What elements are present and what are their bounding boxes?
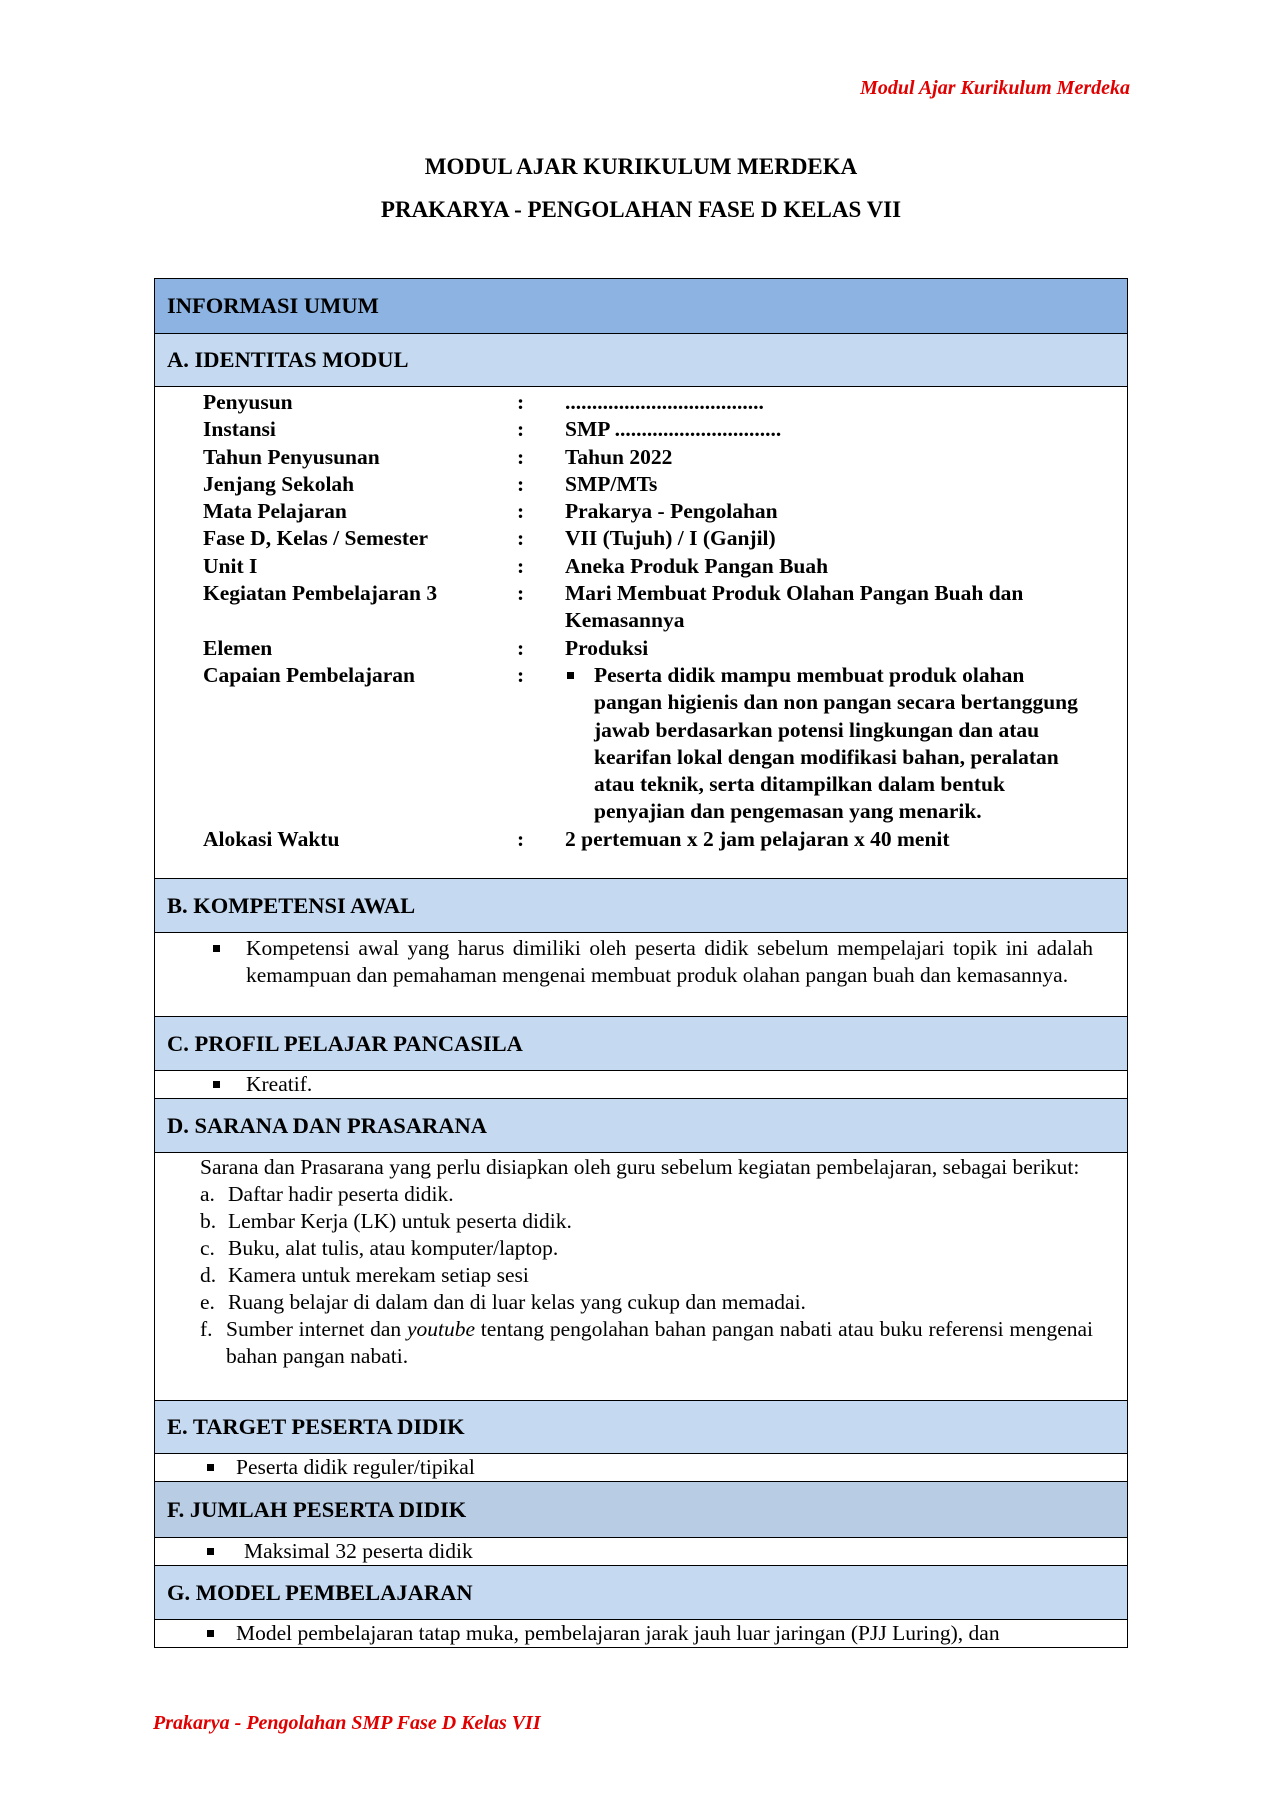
bullet-icon <box>567 672 574 679</box>
sarana-item-text: Ruang belajar di dalam dan di luar kelas yang cukup dan memadai. <box>228 1290 806 1314</box>
sarana-item-text: Daftar hadir peserta didik. <box>228 1182 454 1206</box>
info-table <box>154 278 1128 1648</box>
sarana-item <box>200 1235 1093 1262</box>
identity-label: Unit I <box>203 553 258 578</box>
jumlah-text: Maksimal 32 peserta didik <box>244 1539 473 1563</box>
info-header: INFORMASI UMUM <box>155 279 1127 334</box>
jumlah-content <box>155 1538 1127 1566</box>
sarana-item-text: Lembar Kerja (LK) untuk peserta didik. <box>228 1209 572 1233</box>
sarana-item-text: tentang pengolahan bahan pangan nabati atau buku referensi mengenai bahan pangan nabati. <box>226 1317 1094 1368</box>
section-b-heading: B. KOMPETENSI AWAL <box>155 879 1127 933</box>
identity-row <box>155 471 1127 498</box>
identity-label: Mata Pelajaran <box>203 499 347 524</box>
sarana-content <box>155 1153 1127 1401</box>
section-e-heading: E. TARGET PESERTA DIDIK <box>155 1401 1127 1454</box>
identity-label: Tahun Penyusunan <box>203 444 380 469</box>
document-title: MODUL AJAR KURIKULUM MERDEKA <box>424 154 858 179</box>
identity-row <box>155 826 1127 853</box>
identity-colon: : <box>517 581 525 606</box>
bullet-icon <box>207 1464 214 1471</box>
sarana-item <box>200 1262 1093 1289</box>
identity-row <box>155 553 1127 580</box>
identity-label: Alokasi Waktu <box>203 826 340 851</box>
sarana-intro: Sarana dan Prasarana yang perlu disiapkan oleh guru sebelum kegiatan pembelajaran, sebagai berikut: <box>200 1155 1080 1179</box>
identity-label: Penyusun <box>203 390 293 414</box>
model-text: Model pembelajaran tatap muka, pembelajaran jarak jauh luar jaringan (PJJ Luring), dan <box>236 1621 1000 1645</box>
identity-value: VII (Tujuh) / I (Ganjil) <box>565 526 776 551</box>
sarana-item <box>200 1316 1093 1370</box>
sarana-item <box>200 1289 1093 1316</box>
identity-value: Tahun 2022 <box>565 444 673 469</box>
bullet-icon <box>213 1081 220 1088</box>
sarana-item-text: Buku, alat tulis, atau komputer/laptop. <box>228 1236 559 1260</box>
identity-label: Instansi <box>203 417 276 442</box>
identity-value: Aneka Produk Pangan Buah <box>565 553 829 578</box>
sarana-item-text: Kamera untuk merekam setiap sesi <box>228 1263 529 1287</box>
identity-row <box>155 444 1127 471</box>
profil-text: Kreatif. <box>246 1072 313 1096</box>
bullet-icon <box>207 1630 214 1637</box>
section-g-heading: G. MODEL PEMBELAJARAN <box>155 1566 1127 1620</box>
identity-colon: : <box>517 662 525 687</box>
document-subtitle: PRAKARYA - PENGOLAHAN FASE D KELAS VII <box>380 197 902 222</box>
identity-value: ..................................... <box>565 390 764 414</box>
identity-block <box>155 387 1127 879</box>
profil-content <box>155 1071 1127 1099</box>
running-footer: Prakarya - Pengolahan SMP Fase D Kelas VII <box>153 1712 541 1734</box>
kompetensi-content <box>155 933 1127 1017</box>
identity-colon: : <box>517 553 525 578</box>
identity-label: Capaian Pembelajaran <box>203 662 416 687</box>
identity-label: Jenjang Sekolah <box>203 471 355 496</box>
sarana-item-text: Sumber internet dan <box>226 1317 407 1341</box>
section-a-heading: A. IDENTITAS MODUL <box>155 334 1127 387</box>
sarana-item-italic: youtube <box>406 1317 476 1341</box>
identity-value: 2 pertemuan x 2 jam pelajaran x 40 menit <box>565 826 950 851</box>
section-d-heading: D. SARANA DAN PRASARANA <box>155 1099 1127 1153</box>
identity-label: Fase D, Kelas / Semester <box>203 526 429 551</box>
model-content <box>155 1620 1127 1648</box>
sarana-item-marker: c. <box>200 1236 215 1260</box>
bullet-icon <box>207 1548 214 1555</box>
identity-colon: : <box>517 499 525 524</box>
identity-value: Produksi <box>565 635 649 660</box>
identity-row <box>155 498 1127 525</box>
identity-colon: : <box>517 417 525 442</box>
identity-colon: : <box>517 635 525 660</box>
sarana-item-marker: f. <box>200 1317 213 1341</box>
sarana-item <box>200 1208 1093 1235</box>
identity-value: Peserta didik mampu membuat produk olahan pangan higienis dan non pangan secara bertanggung jawab berdasarkan potensi lingkungan dan atau kearifan lokal dengan modifikasi bahan, peralatan atau teknik, serta ditampilkan dalam bentuk penyajian dan pengemasan yang menarik. <box>594 662 1078 824</box>
bullet-icon <box>213 945 220 952</box>
identity-row <box>155 662 1127 826</box>
section-f-heading: F. JUMLAH PESERTA DIDIK <box>155 1482 1127 1538</box>
sarana-item <box>200 1181 1093 1208</box>
identity-row <box>155 416 1127 443</box>
sarana-item-marker: d. <box>200 1263 217 1287</box>
sarana-item-marker: a. <box>200 1182 215 1206</box>
identity-label: Elemen <box>203 635 273 660</box>
identity-row <box>155 580 1127 635</box>
target-text: Peserta didik reguler/tipikal <box>236 1455 475 1479</box>
identity-row <box>155 635 1127 662</box>
identity-colon: : <box>517 526 525 551</box>
identity-value: Mari Membuat Produk Olahan Pangan Buah dan Kemasannya <box>565 581 1024 633</box>
identity-value: SMP ............................... <box>565 417 782 442</box>
target-content <box>155 1454 1127 1482</box>
identity-colon: : <box>517 390 525 414</box>
kompetensi-text: Kompetensi awal yang harus dimiliki oleh peserta didik sebelum mempelajari topik ini adalah kemampuan dan pemahaman mengenai membuat produk olahan pangan buah dan kemasannya. <box>246 936 1093 987</box>
identity-label: Kegiatan Pembelajaran 3 <box>203 581 438 606</box>
sarana-item-marker: b. <box>200 1209 217 1233</box>
identity-colon: : <box>517 444 525 469</box>
identity-row <box>155 525 1127 552</box>
identity-row <box>155 389 1127 416</box>
identity-colon: : <box>517 471 525 496</box>
sarana-item-marker: e. <box>200 1290 215 1314</box>
identity-value: SMP/MTs <box>565 471 658 496</box>
section-c-heading: C. PROFIL PELAJAR PANCASILA <box>155 1017 1127 1071</box>
identity-value: Prakarya - Pengolahan <box>565 499 778 524</box>
running-header: Modul Ajar Kurikulum Merdeka <box>860 77 1130 99</box>
identity-colon: : <box>517 826 525 851</box>
